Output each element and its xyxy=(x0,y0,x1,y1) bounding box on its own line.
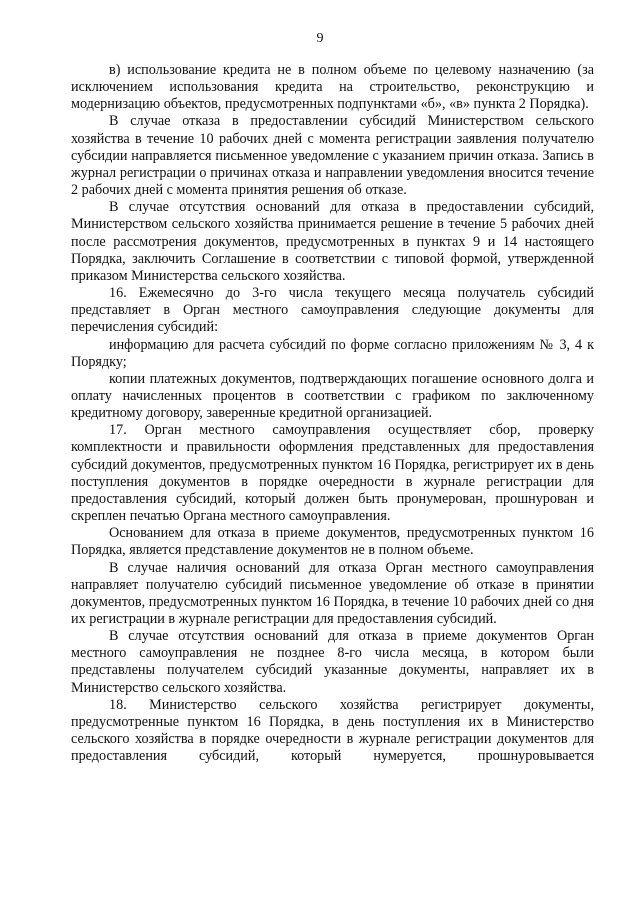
paragraph-payment-copies: копии платежных документов, подтверждающих погашение основного долга и оплату начисленных процентов в соответствии с графиком по заключенному кредитному договору, заверенные кредитной организацией. xyxy=(71,370,594,422)
paragraph-item-17: 17. Орган местного самоуправления осуществляет сбор, проверку комплектности и правильности оформления представленных для предоставления субсидий документов, предусмотренных пунктом 16 Порядка, регистрирует их в день поступления документов в порядке очередности в журнале регистрации для предоставления субсидий, который должен быть пронумерован, прошнурован и скреплен печатью Органа местного самоуправления. xyxy=(71,422,594,525)
paragraph-item-18: 18. Министерство сельского хозяйства регистрирует документы, предусмотренные пунктом 16 Порядка, в день поступления их в Министерство сельского хозяйства в порядке очередности в журнале регистрации документов для предоставления субсидий, который нумеруется, прошнуровывается xyxy=(71,696,594,765)
paragraph-calculation-info: информацию для расчета субсидий по форме согласно приложениям № 3, 4 к Порядку; xyxy=(71,336,594,370)
page-number: 9 xyxy=(316,31,324,46)
paragraph-refusal-notification: В случае наличия оснований для отказа Орган местного самоуправления направляет получателю субсидий письменное уведомление об отказе в принятии документов, предусмотренных пунктом 16 Порядка, в течение 10 рабочих дней со дня их регистрации в журнале регистрации для предоставления субсидий. xyxy=(71,559,594,627)
paragraph-refusal-notice: В случае отказа в предоставлении субсидий Министерством сельского хозяйства в течение 10 рабочих дней с момента регистрации заявления получателю субсидии направляется письменное уведомление с указанием причин отказа. Запись в журнал регистрации о причинах отказа и направлении уведомления вносится течение 2 рабочих дней с момента принятия решения об отказе. xyxy=(71,113,594,199)
paragraph-refusal-grounds: Основанием для отказа в приеме документов, предусмотренных пунктом 16 Порядка, является представление документов не в полном объеме. xyxy=(71,525,594,559)
document-body xyxy=(71,62,594,765)
paragraph-agreement-decision: В случае отсутствия оснований для отказа в предоставлении субсидий, Министерством сельского хозяйства принимается решение в течение 5 рабочих дней после рассмотрения документов, предусмотренных в пунктах 9 и 14 настоящего Порядка, заключить Соглашение в соответствии с типовой формой, утвержденной приказом Министерства сельского хозяйства. xyxy=(71,199,594,284)
paragraph-credit-misuse: в) использование кредита не в полном объеме по целевому назначению (за исключением использования кредита на строительство, реконструкцию и модернизацию объектов, предусмотренных подпунктами «б», «в» пункта 2 Порядка). xyxy=(71,62,594,113)
paragraph-forwarding: В случае отсутствия оснований для отказа в приеме документов Орган местного самоуправления не позднее 8-го числа месяца, в котором были представлены получателем субсидий указанные документы, направляет их в Министерство сельского хозяйства. xyxy=(71,628,594,696)
paragraph-item-16: 16. Ежемесячно до 3-го числа текущего месяца получатель субсидий представляет в Орган местного самоуправления следующие документы для перечисления субсидий: xyxy=(71,285,594,336)
